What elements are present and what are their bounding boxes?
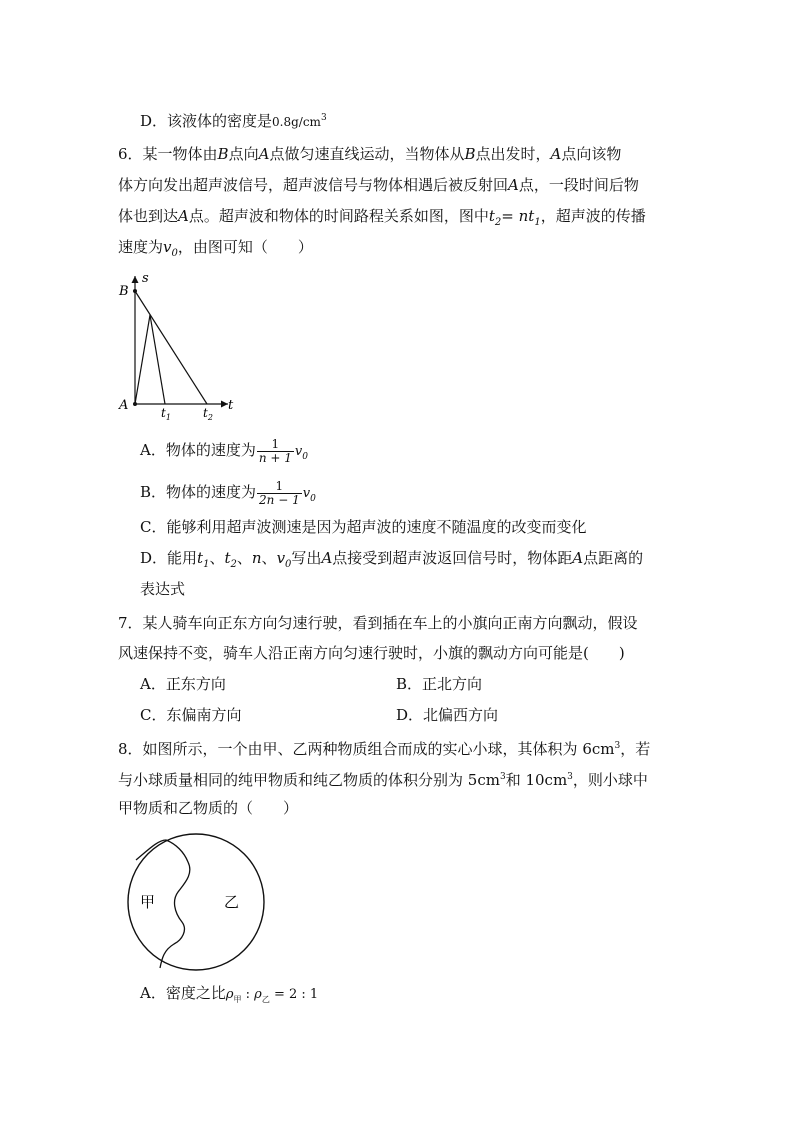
q5-option-d-exp: 3 bbox=[320, 113, 327, 123]
q7-option-a: A．正东方向 bbox=[140, 675, 226, 693]
q6-text: 点做匀速直线运动，当物体从 bbox=[269, 145, 465, 163]
q6-text: 、 bbox=[209, 549, 225, 567]
q8-text: 与小球质量相同的纯甲物质和纯乙物质的体积分别为 5cm bbox=[118, 771, 500, 789]
q6-option-b-fraction bbox=[257, 480, 302, 507]
rho-symbol: ρ bbox=[254, 987, 262, 1002]
q6-var: t bbox=[224, 549, 231, 567]
q6-option-b-text: B．物体的速度为 bbox=[140, 483, 257, 501]
q8-exp: 3 bbox=[499, 772, 506, 782]
q6-line-3 bbox=[118, 206, 646, 233]
q6-sub: 2 bbox=[494, 217, 502, 228]
rho-symbol: ρ bbox=[225, 987, 234, 1002]
q6-line-2 bbox=[118, 175, 639, 195]
t2-label: $t_2$ bbox=[203, 406, 213, 422]
q6-text: ，超声波的传播 bbox=[540, 207, 646, 225]
q6-option-a bbox=[140, 436, 308, 471]
q6-distance-time-graph bbox=[110, 268, 240, 423]
q5-option-d-text: D．该液体的密度是 bbox=[140, 112, 273, 130]
point-a bbox=[133, 402, 137, 406]
label-jia: 甲 bbox=[140, 893, 156, 911]
object-path-line bbox=[135, 291, 207, 404]
q6-text: 点。超声波和物体的时间路程关系如图，图中 bbox=[188, 207, 489, 225]
q8-exp: 3 bbox=[614, 741, 621, 751]
q6-var: t bbox=[488, 207, 495, 225]
q6-option-b bbox=[140, 478, 316, 513]
q6-option-a-v: v bbox=[294, 444, 303, 459]
q7-line-1: 7．某人骑车向正东方向匀速行驶，看到插在车上的小旗向正南方向飘动，假设 bbox=[118, 614, 638, 632]
q6-text: 点向 bbox=[228, 145, 259, 163]
q6-text: 6．某一物体由 bbox=[118, 145, 218, 163]
q6-option-a-sub: 0 bbox=[302, 452, 308, 462]
q6-option-d bbox=[140, 548, 643, 575]
q6-text: 点出发时， bbox=[475, 145, 551, 163]
q6-var: v bbox=[163, 238, 172, 256]
q6-text: D．能用 bbox=[140, 549, 198, 567]
t-axis-label: t bbox=[228, 398, 234, 413]
q7-option-d: D．北偏西方向 bbox=[396, 706, 499, 724]
rho-sub: 甲 bbox=[233, 995, 242, 1004]
q6-text: 体也到达 bbox=[118, 207, 179, 225]
q6-sub: 1 bbox=[534, 217, 541, 228]
q6-sub: 0 bbox=[285, 559, 292, 570]
q8-text: : bbox=[241, 987, 255, 1002]
q6-text: 写出 bbox=[291, 549, 322, 567]
q8-line-3: 甲物质和乙物质的（ ） bbox=[118, 799, 299, 817]
q6-text: 、 bbox=[261, 549, 277, 567]
fraction-denominator: 2n − 1 bbox=[259, 492, 300, 507]
a-label: A bbox=[119, 398, 129, 413]
q8-exp: 3 bbox=[567, 772, 573, 782]
point-b bbox=[133, 289, 137, 293]
ultrasound-return-line bbox=[150, 315, 165, 404]
q6-var: A bbox=[178, 207, 189, 225]
q8-text: 和 10cm bbox=[505, 771, 568, 789]
q6-option-b-sub: 0 bbox=[310, 494, 316, 504]
b-label: B bbox=[119, 284, 129, 299]
q6-var: nt bbox=[518, 207, 535, 225]
q8-line-1 bbox=[118, 736, 650, 759]
q6-var: B bbox=[464, 145, 476, 163]
q8-option-a bbox=[140, 983, 318, 1010]
q6-text: 、 bbox=[236, 549, 252, 567]
rho-sub: 乙 bbox=[261, 995, 270, 1004]
q5-option-d-value: 0.8g/cm bbox=[272, 115, 321, 129]
fraction-numerator: 1 bbox=[257, 480, 302, 494]
q6-option-a-text: A．物体的速度为 bbox=[140, 441, 256, 459]
q6-var: A bbox=[550, 145, 562, 163]
q6-sub: 2 bbox=[230, 559, 237, 570]
q7-option-c: C．东偏南方向 bbox=[140, 706, 242, 724]
q6-line-4 bbox=[118, 237, 313, 264]
q6-sub: 0 bbox=[171, 248, 178, 259]
ultrasound-outgoing-line bbox=[135, 315, 150, 404]
q6-var: A bbox=[508, 176, 519, 194]
q6-text: 点向该物 bbox=[561, 145, 622, 163]
q6-text: 点距离的 bbox=[583, 549, 644, 567]
q6-option-c: C．能够利用超声波测速是因为超声波的速度不随温度的改变而变化 bbox=[140, 518, 587, 536]
q6-text: 速度为 bbox=[118, 238, 164, 256]
q6-option-a-fraction bbox=[257, 438, 294, 465]
q6-text: 点，一段时间后物 bbox=[518, 176, 639, 194]
fraction-denominator: n + 1 bbox=[258, 450, 292, 465]
q8-text: 8．如图所示，一个由甲、乙两种物质组合而成的实心小球，其体积为 6cm bbox=[118, 740, 615, 758]
fraction-numerator: 1 bbox=[257, 438, 294, 452]
q6-option-d-line-2: 表达式 bbox=[140, 580, 186, 598]
q6-sub: 1 bbox=[203, 559, 210, 570]
t1-label: $t_1$ bbox=[161, 406, 171, 422]
s-axis-label: s bbox=[142, 271, 149, 286]
q6-text: 点接受到超声波返回信号时，物体距 bbox=[332, 549, 573, 567]
q6-line-1 bbox=[118, 144, 621, 164]
q6-var: t bbox=[197, 549, 204, 567]
q8-text: ，则小球中 bbox=[572, 771, 648, 789]
q6-text: = bbox=[501, 207, 519, 225]
q8-line-2 bbox=[118, 767, 648, 790]
q6-var: B bbox=[217, 145, 229, 163]
label-yi: 乙 bbox=[224, 893, 240, 911]
q8-option-a-value: = 2 : 1 bbox=[269, 987, 319, 1002]
q6-text: ，由图可知（ ） bbox=[177, 238, 313, 256]
q8-option-a-text: A．密度之比 bbox=[140, 984, 226, 1002]
q8-text: ，若 bbox=[620, 740, 651, 758]
q8-sphere-diagram bbox=[118, 832, 278, 972]
q7-line-2: 风速保持不变，骑车人沿正南方向匀速行驶时，小旗的飘动方向可能是( ) bbox=[118, 644, 625, 662]
q6-option-b-v: v bbox=[302, 486, 311, 501]
q6-var: n bbox=[251, 549, 262, 567]
q6-var: A bbox=[321, 549, 333, 567]
q6-var: v bbox=[276, 549, 286, 567]
q6-var: A bbox=[258, 145, 270, 163]
q6-text: 体方向发出超声波信号，超声波信号与物体相遇后被反射回 bbox=[118, 176, 509, 194]
q5-option-d bbox=[140, 108, 327, 132]
q7-option-b: B．正北方向 bbox=[396, 675, 483, 693]
q6-var: A bbox=[572, 549, 584, 567]
